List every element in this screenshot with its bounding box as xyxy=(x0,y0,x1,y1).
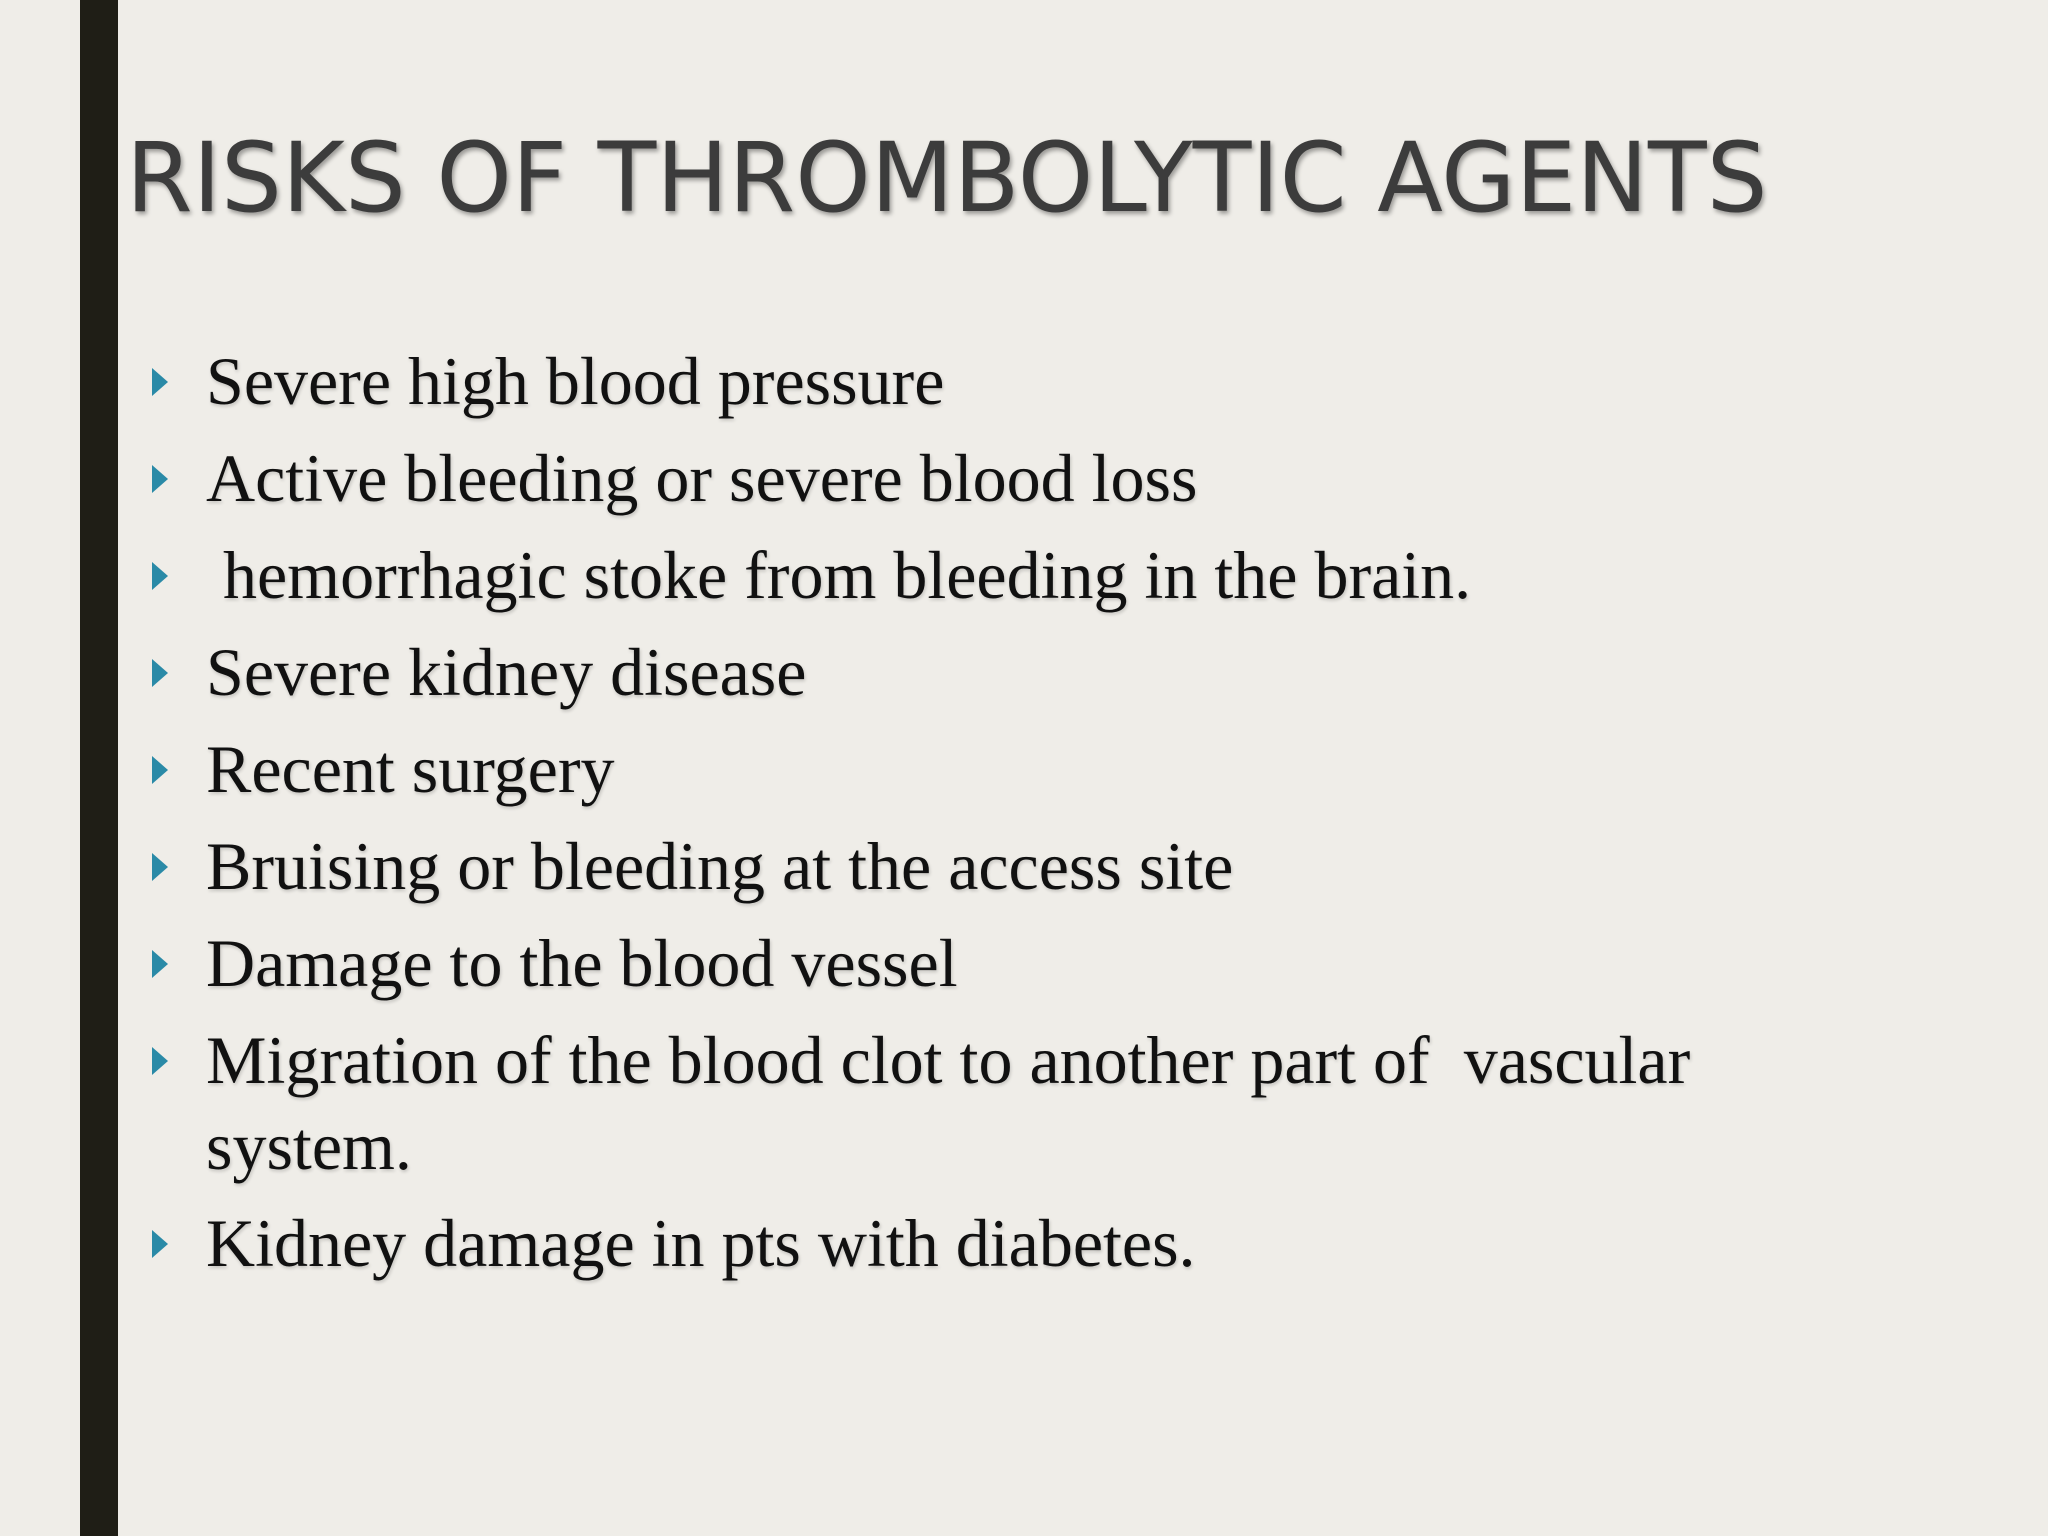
list-item-text: Kidney damage in pts with diabetes. xyxy=(206,1205,1196,1281)
list-item xyxy=(146,823,1986,909)
triangle-right-icon xyxy=(152,853,168,881)
bullet-list xyxy=(146,338,1986,1297)
list-item xyxy=(146,629,1986,715)
left-accent-bar xyxy=(80,0,118,1536)
list-item xyxy=(146,726,1986,812)
triangle-right-icon xyxy=(152,1230,168,1258)
list-item xyxy=(146,1200,1986,1286)
list-item-text: Active bleeding or severe blood loss xyxy=(206,440,1198,516)
list-item-text: Recent surgery xyxy=(206,731,615,807)
triangle-right-icon xyxy=(152,756,168,784)
list-item xyxy=(146,338,1986,424)
list-item-text: Migration of the blood clot to another part of vascular system. xyxy=(206,1022,1708,1184)
list-item xyxy=(146,532,1986,618)
list-item-text: hemorrhagic stoke from bleeding in the brain. xyxy=(206,537,1472,613)
list-item-text: Damage to the blood vessel xyxy=(206,925,958,1001)
list-item xyxy=(146,435,1986,521)
triangle-right-icon xyxy=(152,950,168,978)
list-item xyxy=(146,920,1986,1006)
triangle-right-icon xyxy=(152,562,168,590)
triangle-right-icon xyxy=(152,465,168,493)
triangle-right-icon xyxy=(152,659,168,687)
triangle-right-icon xyxy=(152,1047,168,1075)
slide-title: RISKS OF THROMBOLYTIC AGENTS xyxy=(126,122,1768,234)
list-item-text: Severe high blood pressure xyxy=(206,343,945,419)
list-item xyxy=(146,1017,1986,1189)
list-item-text: Bruising or bleeding at the access site xyxy=(206,828,1234,904)
list-item-text: Severe kidney disease xyxy=(206,634,807,710)
triangle-right-icon xyxy=(152,368,168,396)
